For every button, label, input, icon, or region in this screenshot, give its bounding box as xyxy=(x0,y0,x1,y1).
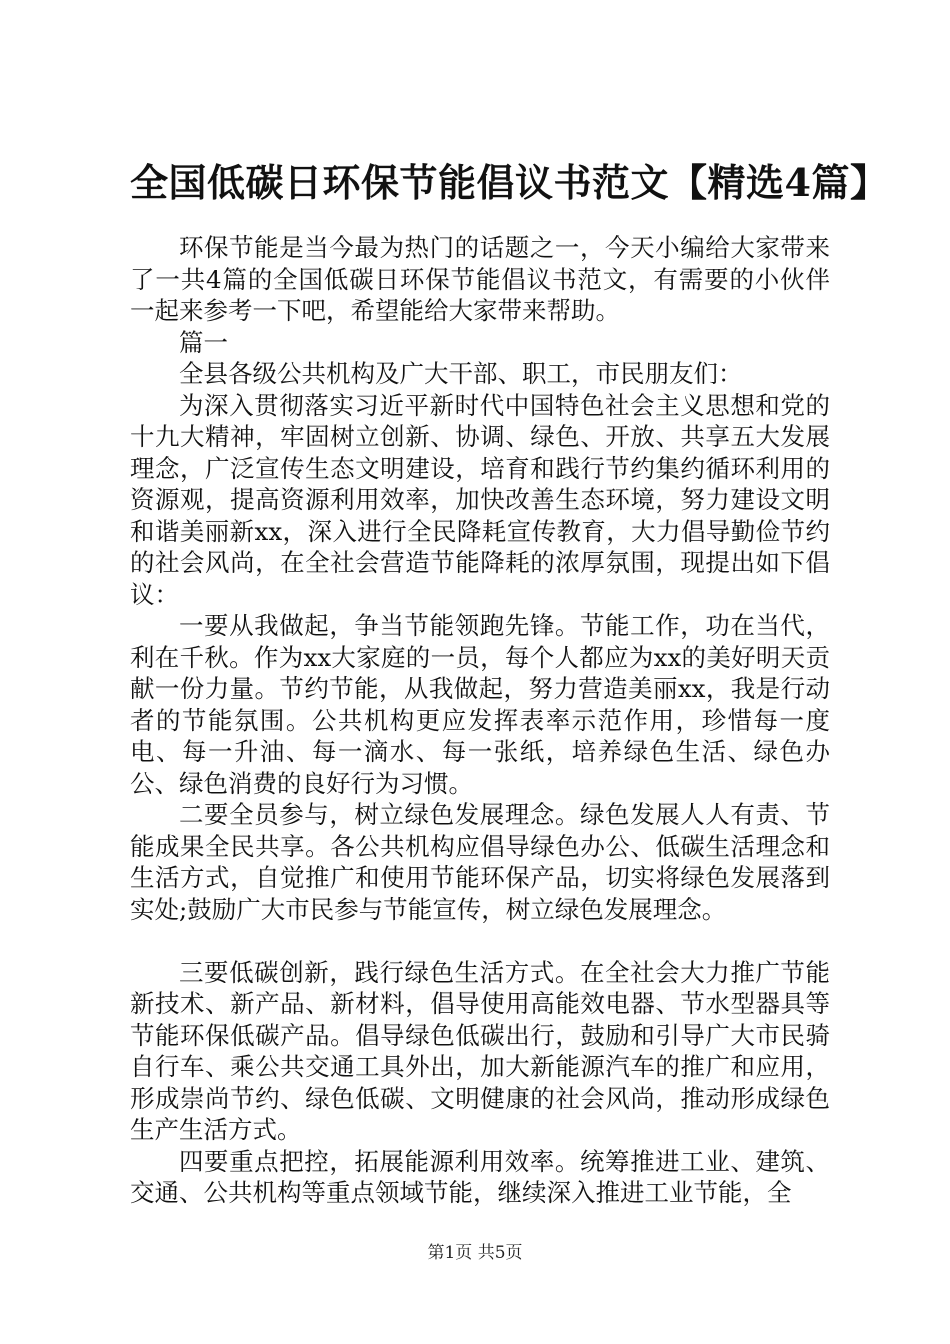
paragraph-preamble: 为深入贯彻落实习近平新时代中国特色社会主义思想和党的十九大精神，牢固树立创新、协调、绿色、开放、共享五大发展理念，广泛宣传生态文明建设，培育和践行节约集约循环利用的资源观，提高资源利用效率，加快改善生态环境，努力建设文明和谐美丽新xx，深入进行全民降耗宣传教育，大力倡导勤俭节约的社会风尚，在全社会营造节能降耗的浓厚氛围，现提出如下倡议： xyxy=(130,390,830,609)
paragraph-point-1: 一要从我做起，争当节能领跑先锋。节能工作，功在当代，利在千秋。作为xx大家庭的一员，每个人都应为xx的美好明天贡献一份力量。节约节能，从我做起，努力营造美丽xx，我是行动者的节能氛围。公共机构更应发挥表率示范作用，珍惜每一度电、每一升油、每一滴水、每一张纸，培养绿色生活、绿色办公、绿色消费的良好行为习惯。 xyxy=(130,611,830,798)
paragraph-intro: 环保节能是当今最为热门的话题之一，今天小编给大家带来了一共4篇的全国低碳日环保节能倡议书范文，有需要的小伙伴一起来参考一下吧，希望能给大家带来帮助。 xyxy=(130,233,830,325)
page-footer: 第1页 共5页 xyxy=(427,1243,523,1263)
section-heading: 篇一 xyxy=(179,327,228,357)
paragraph-point-3: 三要低碳创新，践行绿色生活方式。在全社会大力推广节能新技术、新产品、新材料，倡导使用高能效电器、节水型器具等节能环保低碳产品。倡导绿色低碳出行，鼓励和引导广大市民骑自行车、乘公共交通工具外出，加大新能源汽车的推广和应用，形成崇尚节约、绿色低碳、文明健康的社会风尚，推动形成绿色生产生活方式。 xyxy=(130,957,830,1144)
paragraph-salutation: 全县各级公共机构及广大干部、职工，市民朋友们： xyxy=(179,359,743,388)
paragraph-point-2: 二要全员参与，树立绿色发展理念。绿色发展人人有责、节能成果全民共享。各公共机构应倡导绿色办公、低碳生活理念和生活方式，自觉推广和使用节能环保产品，切实将绿色发展落到实处;鼓励广大市民参与节能宣传，树立绿色发展理念。 xyxy=(130,800,830,924)
paragraph-point-4: 四要重点把控，拓展能源利用效率。统筹推进工业、建筑、交通、公共机构等重点领域节能，继续深入推进工业节能，全 xyxy=(130,1146,830,1207)
document-body xyxy=(130,232,830,1209)
document-title: 全国低碳日环保节能倡议书范文【精选4篇】 xyxy=(130,160,889,205)
